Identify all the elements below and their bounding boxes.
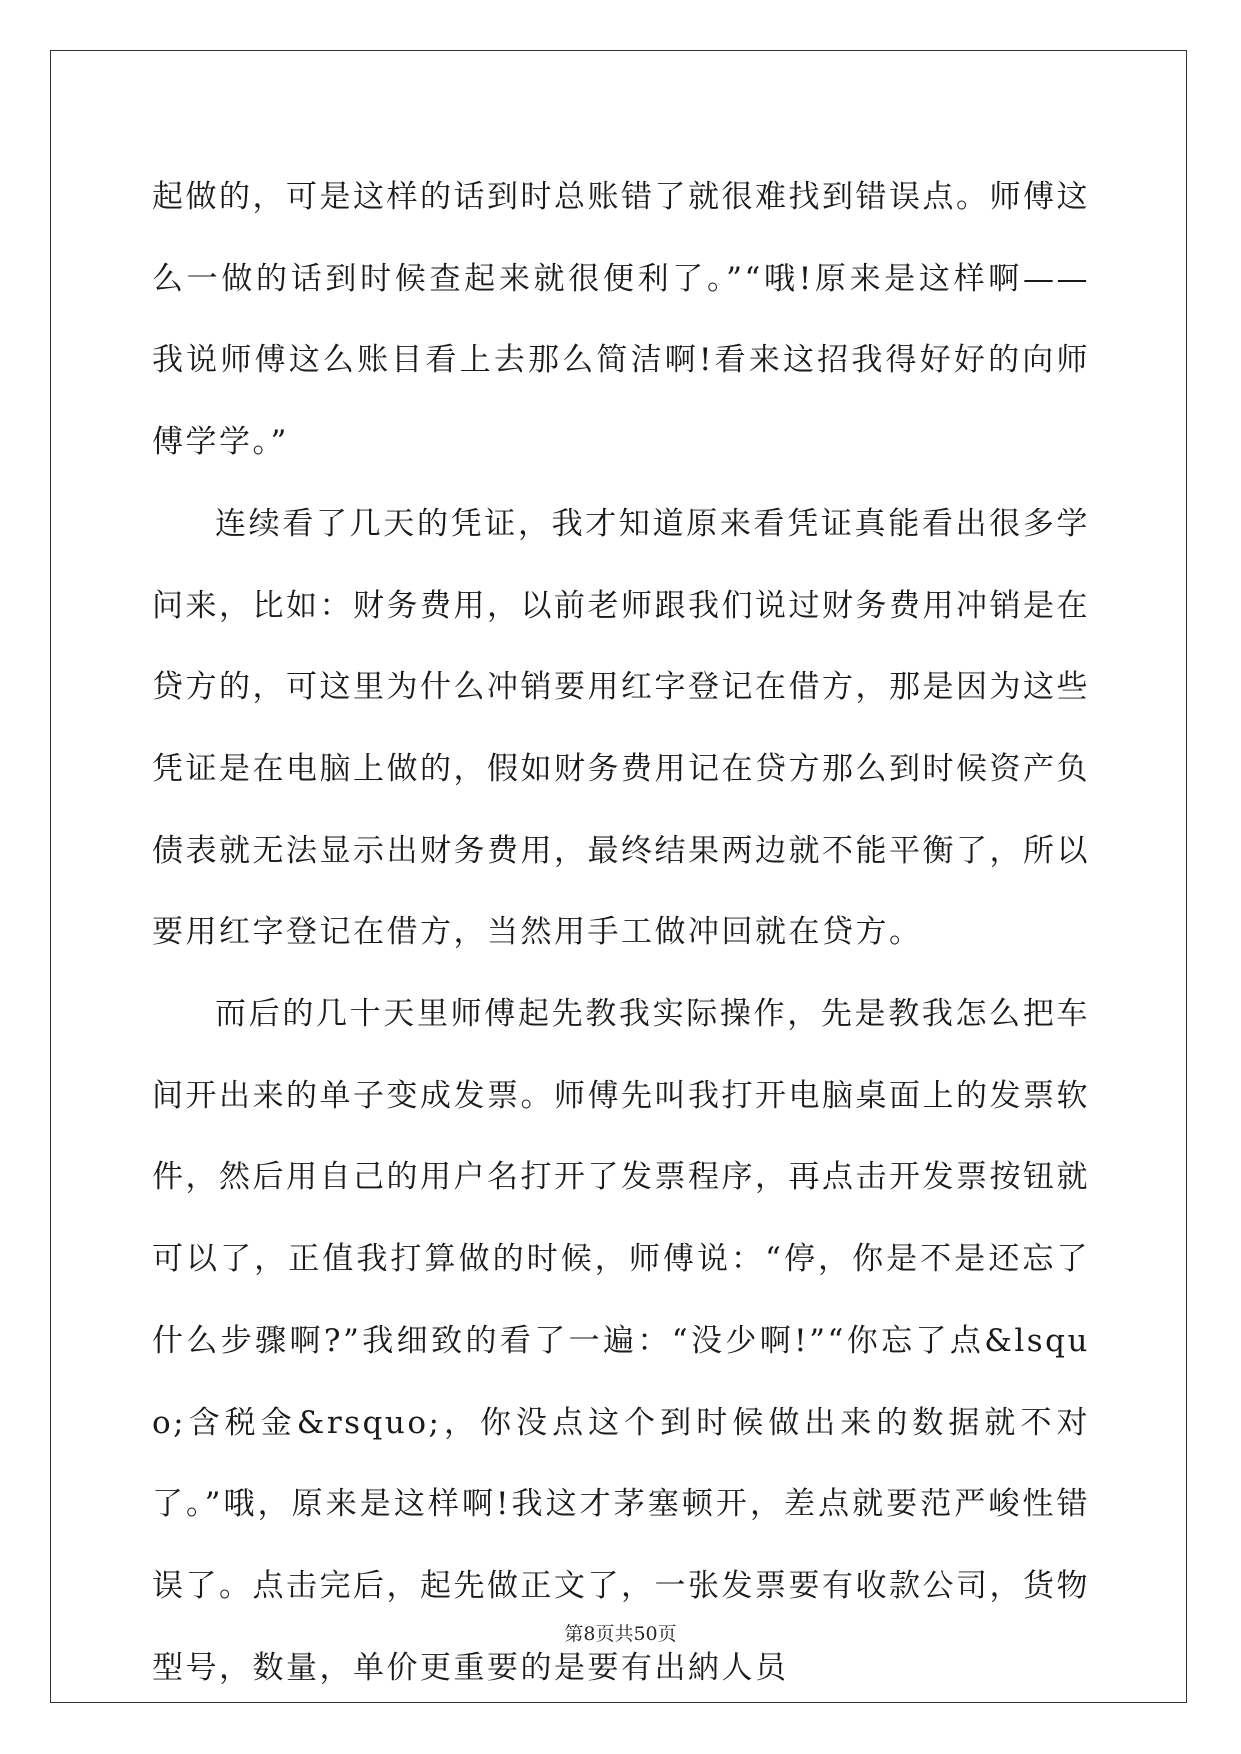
page-footer [0,1619,1241,1646]
document-body [152,157,1090,1709]
page-number: 第8页 [564,1623,615,1645]
paragraph-2: 连续看了几天的凭证，我才知道原来看凭证真能看出很多学问来，比如：财务费用，以前老师跟我们说过财务费用冲销是在贷方的，可这里为什么冲销要用红字登记在借方，那是因为这些凭证是在电脑上做的，假如财务费用记在贷方那么到时候资产负债表就无法显示出财务费用，最终结果两边就不能平衡了，所以要用红字登记在借方，当然用手工做冲回就在贷方。 [152,505,1090,951]
page-total: 共50页 [614,1623,677,1645]
paragraph-1: 起做的，可是这样的话到时总账错了就很难找到错误点。师傅这么一做的话到时候查起来就很便利了。”“哦!原来是这样啊——我说师傅这么账目看上去那么简洁啊!看来这招我得好好的向师傅学学。” [152,179,1090,461]
paragraph-3: 而后的几十天里师傅起先教我实际操作，先是教我怎么把车间开出来的单子变成发票。师傅先叫我打开电脑桌面上的发票软件，然后用自己的用户名打开了发票程序，再点击开发票按钮就可以了，正值我打算做的时候，师傅说：“停，你是不是还忘了什么步骤啊?”我细致的看了一遍：“没少啊!”“你忘了点&lsquo;含税金&rsquo;，你没点这个到时候做出来的数据就不对了。”哦，原来是这样啊!我这才茅塞顿开，差点就要范严峻性错误了。点击完后，起先做正文了，一张发票要有收款公司，货物型号，数量，单价更重要的是要有出納人员 [152,996,1090,1686]
